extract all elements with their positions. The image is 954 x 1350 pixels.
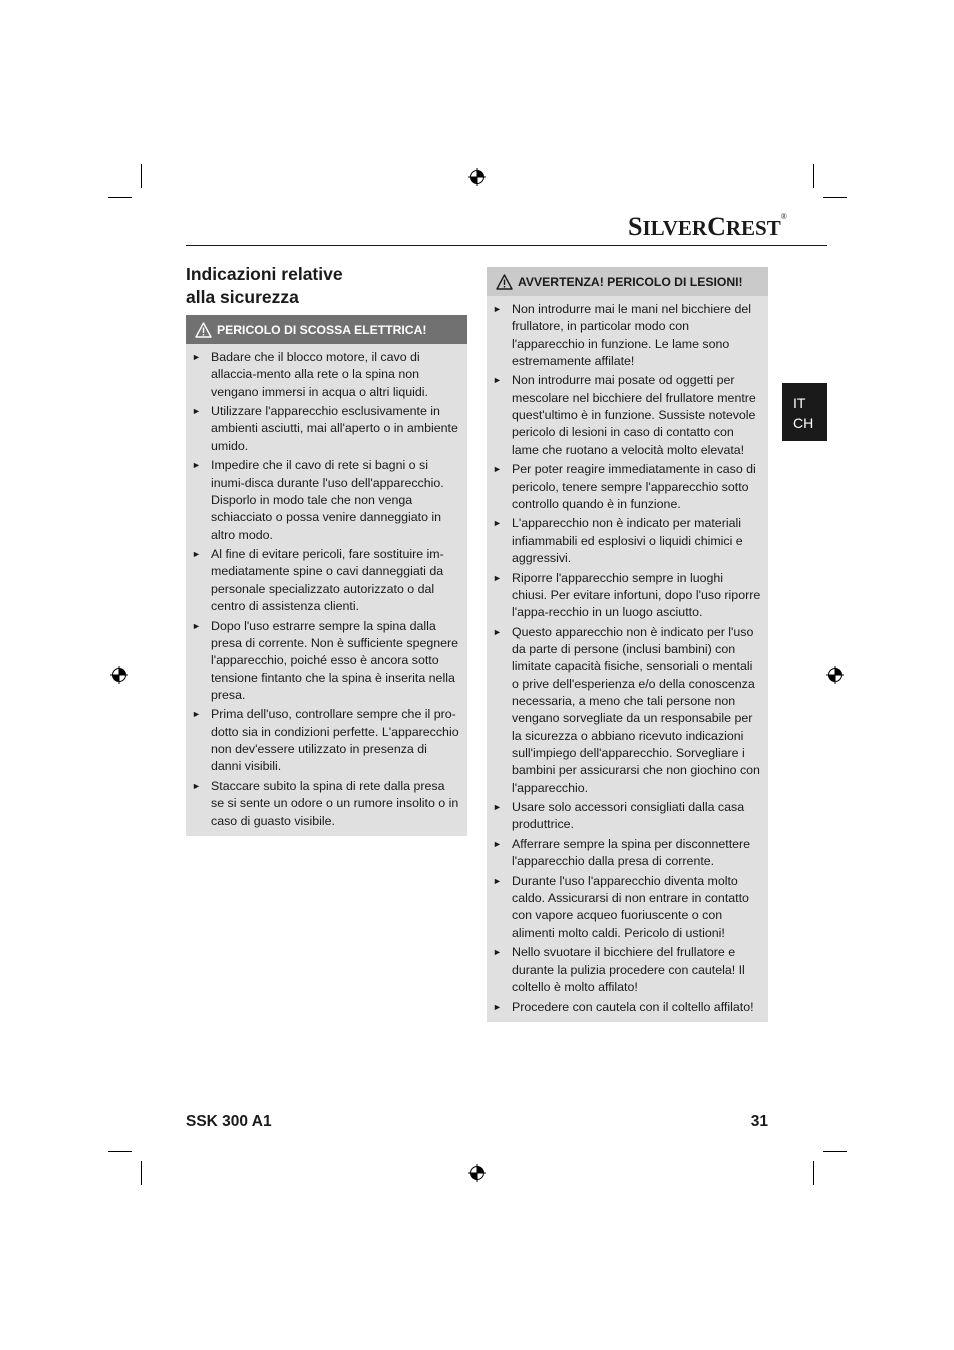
warning-list-item-text: Prima dell'uso, controllare sempre che il pro-dotto sia in condizioni perfette. L'apparecchio non dev'essere utilizzato in presenza di danni visibili. [211, 707, 459, 774]
warning-list-item-text: Non introdurre mai posate od oggetti per mescolare nel bicchiere del frullatore mentre quest'ultimo è in funzione. Sussiste notevole pericolo di lesioni in caso di contatto con lame che ruotano a velocità molto elevata! [512, 373, 756, 457]
warning-box-header [487, 267, 768, 296]
injury-warning-box [487, 267, 768, 1022]
bullet-arrow-icon: ► [493, 304, 502, 314]
language-code-ch: CH [793, 415, 814, 431]
registration-mark-icon [826, 666, 844, 684]
warning-list-item-text: Per poter reagire immediatamente in caso di pericolo, tenere sempre l'apparecchio sotto controllo quando è in funzione. [512, 462, 756, 511]
bullet-arrow-icon: ► [192, 709, 201, 720]
warning-box-header [186, 315, 467, 344]
warning-list-item-text: Usare solo accessori consigliati dalla casa produttrice. [512, 800, 745, 832]
crop-mark [823, 1151, 847, 1152]
registration-mark-icon [468, 1164, 486, 1182]
bullet-arrow-icon: ► [493, 375, 502, 386]
warning-list-item [186, 349, 460, 401]
warning-list-item [186, 403, 460, 455]
warning-list-item [487, 999, 761, 1016]
bullet-arrow-icon: ► [192, 460, 201, 471]
warning-list-item-text: Riporre l'apparecchio sempre in luoghi chiusi. Per evitare infortuni, dopo l'uso riporre l'appa-recchio in un luogo asciutto. [512, 570, 761, 620]
bullet-arrow-icon: ► [493, 1001, 502, 1012]
registration-mark-icon [110, 666, 128, 684]
crop-mark [108, 197, 132, 198]
warning-list [487, 296, 768, 1022]
warning-list-item [487, 372, 761, 458]
warning-list-item-text: Nello svuotare il bicchiere del frullatore e durante la pulizia procedere con cautela! Il coltello è molto affilato! [512, 945, 745, 994]
crop-mark [108, 1151, 132, 1152]
warning-list-item-text: Non introdurre mai le mani nel bicchiere del frullatore, in particolar modo con l'apparecchio in funzione. Le lame sono estremamente affilate! [512, 302, 751, 368]
warning-list-item-text: Staccare subito la spina di rete dalla presa se si sente un odore o un rumore insolito o in caso di guasto visibile. [211, 778, 459, 828]
crop-mark [813, 164, 814, 188]
warning-list-item [487, 570, 761, 622]
warning-list-item-text: L'apparecchio non è indicato per materiali infiammabili ed esplosivi o liquidi chimici e aggressivi. [512, 516, 743, 566]
warning-list-item-text: Durante l'uso l'apparecchio diventa molto caldo. Assicurarsi di non entrare in contatto con vapore acqueo fuoriuscente o con alimenti molto caldi. Pericolo di ustioni! [512, 873, 749, 940]
bullet-arrow-icon: ► [192, 406, 201, 417]
warning-list-item [487, 836, 761, 871]
warning-list-item [487, 873, 761, 942]
warning-triangle-icon [195, 322, 212, 338]
crop-mark [823, 197, 847, 198]
model-number: SSK 300 A1 [186, 1113, 272, 1130]
section-title: Indicazioni relative alla sicurezza [186, 264, 343, 307]
warning-list-item [186, 778, 460, 830]
bullet-arrow-icon: ► [493, 838, 502, 849]
bullet-arrow-icon: ► [493, 947, 502, 958]
crop-mark [141, 1161, 142, 1185]
warning-list-item-text: Utilizzare l'apparecchio esclusivamente in ambienti asciutti, mai all'aperto o in ambiente umido. [211, 404, 458, 453]
warning-list-item-text: Questo apparecchio non è indicato per l'uso da parte di persone (inclusi bambini) con limitate capacità fisiche, sensoriali o mentali o prive dell'esperienza e/o della conoscenza necessaria, a meno che tali persone non vengano sorvegliate da un responsabile per la sicurezza o abbiano ricevuto indicazioni sull'impiego dell'apparecchio. Sorvegliare i bambini per assicurarsi che non giochino con l'apparecchio. [512, 624, 760, 795]
bullet-arrow-icon: ► [493, 875, 502, 886]
warning-list-item-text: Impedire che il cavo di rete si bagni o si inumi-disca durante l'uso dell'apparecchio. Disporlo in modo tale che non venga schiacciato o possa venire danneggiato in altro modo. [211, 458, 444, 542]
warning-list-item [487, 624, 761, 797]
warning-box-title: PERICOLO DI SCOSSA ELETTRICA! [217, 322, 427, 337]
crop-mark [813, 1161, 814, 1185]
warning-list-item [487, 799, 761, 834]
brand-logo: SILVERCREST® [628, 212, 787, 241]
warning-box-title: AVVERTENZA! PERICOLO DI LESIONI! [518, 274, 743, 289]
warning-list-item [487, 301, 761, 370]
warning-list-item [186, 457, 460, 543]
warning-list-item-text: Procedere con cautela con il coltello affilato! [512, 999, 754, 1014]
warning-list-item-text: Dopo l'uso estrarre sempre la spina dalla presa di corrente. Non è sufficiente spegnere l'apparecchio, poiché esso è ancora sotto tensione fintanto che la spina è inserita nella presa. [211, 618, 459, 702]
bullet-arrow-icon: ► [192, 780, 201, 791]
header-rule [186, 245, 827, 246]
warning-list-item [186, 618, 460, 704]
bullet-arrow-icon: ► [192, 352, 201, 362]
warning-list [186, 344, 467, 836]
bullet-arrow-icon: ► [493, 518, 502, 529]
bullet-arrow-icon: ► [493, 802, 502, 813]
crop-mark [141, 164, 142, 188]
registration-mark-icon [468, 168, 486, 186]
warning-list-item [487, 515, 761, 567]
warning-list-item [186, 546, 460, 615]
page-number: 31 [750, 1113, 768, 1130]
warning-list-item-text: Al fine di evitare pericoli, fare sostituire im-mediatamente spine o cavi danneggiati da personale specializzato autorizzato o dal centro di assistenza clienti. [211, 547, 444, 614]
warning-triangle-icon [496, 274, 513, 290]
warning-list-item [487, 944, 761, 996]
electric-shock-warning-box [186, 315, 467, 836]
bullet-arrow-icon: ► [493, 626, 502, 637]
warning-list-item [186, 706, 460, 775]
bullet-arrow-icon: ► [493, 464, 502, 475]
warning-list-item-text: Badare che il blocco motore, il cavo di allaccia-mento alla rete o la spina non vengano immersi in acqua o altri liquidi. [211, 350, 428, 399]
bullet-arrow-icon: ► [192, 549, 201, 560]
language-code-it: IT [793, 395, 806, 411]
warning-list-item [487, 461, 761, 513]
language-tab [782, 383, 827, 441]
bullet-arrow-icon: ► [192, 620, 201, 631]
bullet-arrow-icon: ► [493, 572, 502, 583]
warning-list-item-text: Afferrare sempre la spina per disconnettere l'apparecchio dalla presa di corrente. [512, 836, 751, 869]
